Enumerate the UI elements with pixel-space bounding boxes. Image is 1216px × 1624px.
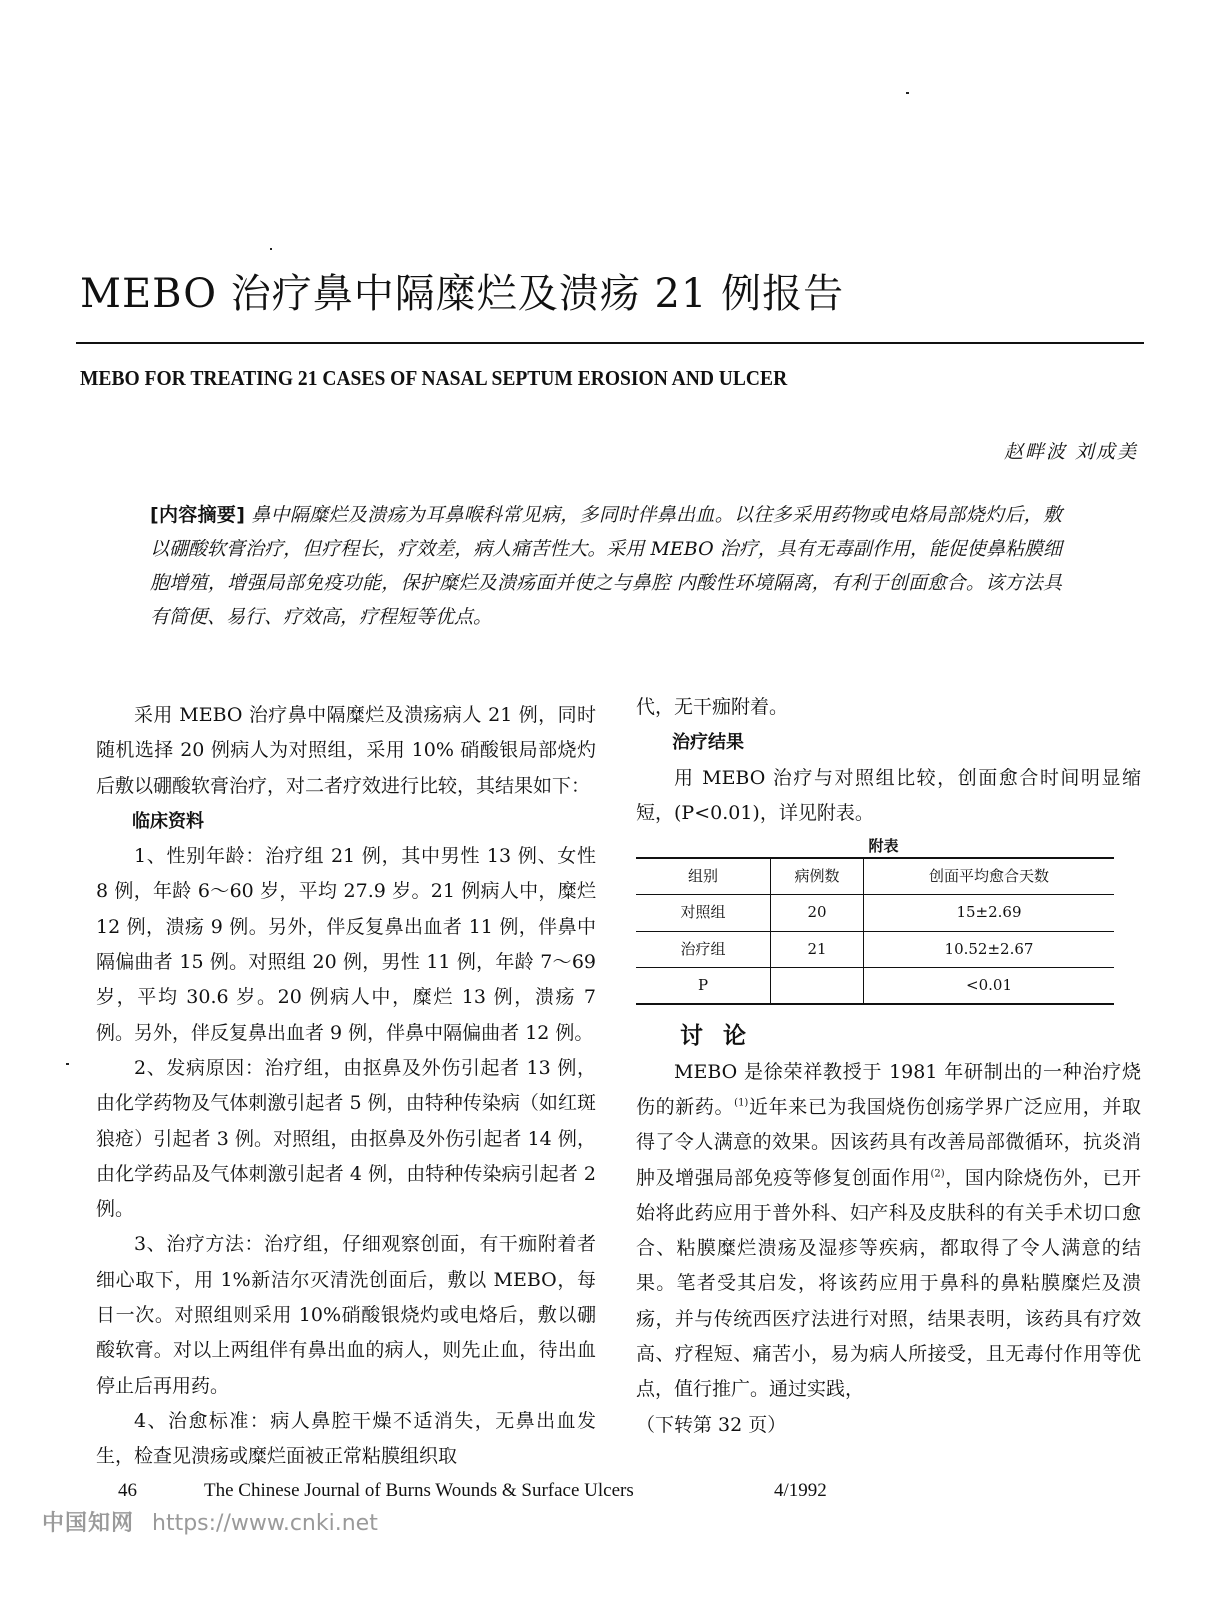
table-row [636,895,1114,931]
paragraph-age-sex: 1、性别年龄：治疗组 21 例，其中男性 13 例、女性 8 例，年龄 6～60 岁，平均 27.9 岁。21 例病人中，糜烂 12 例，溃疡 9 例。另外，伴反复鼻出血者 11 例，伴鼻中隔偏曲者 15 例。对照组 20 例，男性 11 例，年龄 7～69 岁，平均 30.6 岁。20 例病人中，糜烂 13 例，溃疡 7 例。另外，伴反复鼻出血者 9 例，伴鼻中隔偏曲者 12 例。 [96,845,596,1044]
cell-cases: 20 [771,895,864,931]
scan-speck [270,248,272,250]
title-rule [76,342,1144,344]
title-english: MEBO FOR TREATING 21 CASES OF NASAL SEPTUM EROSION AND ULCER [80,366,788,390]
title-chinese: MEBO 治疗鼻中隔糜烂及溃疡 21 例报告 [80,271,845,317]
table-header-row [636,858,1114,895]
abstract [150,498,1062,634]
results-table [636,857,1114,1005]
abstract-text: 鼻中隔糜烂及溃疡为耳鼻喉科常见病，多同时伴鼻出血。以往多采用药物或电烙局部烧灼后，敷以硼酸软膏治疗，但疗程长，疗效差，病人痛苦性大。采用 MEBO 治疗，具有无毒副作用，能促使鼻粘膜细胞增殖，增强局部免疫功能，保护糜烂及溃疡面并使之与鼻腔 内酸性环境隔离，有利于创面愈合。该方法具有简便、易行、疗效高，疗程短等优点。 [150,504,1062,628]
cell-group: P [636,968,771,1005]
cell-cases [771,968,864,1005]
left-column [96,698,596,1475]
discussion-text-b: 近年来已为我国烧伤创疡学界广泛应用，并取得了令人满意的效果。因该药具有改善局部微循环，抗炎消肿及增强局部免疫等修复创面作用 [636,1095,1141,1189]
cell-days: 10.52±2.67 [864,931,1115,967]
cell-days: 15±2.69 [864,895,1115,931]
cell-cases: 21 [771,931,864,967]
scan-speck [906,92,909,94]
right-column [636,690,1141,1443]
table-caption: 附表 [868,837,899,856]
paragraph-methods: 3、治疗方法：治疗组，仔细观察创面，有干痂附着者细心取下，用 1%新洁尔灭清洗创面后，敷以 MEBO，每日一次。对照组则采用 10%硝酸银烧灼或电烙后，敷以硼酸软膏。对以上两组伴有鼻出血的病人，则先止血，待出血停止后再用药。 [96,1233,596,1397]
authors: 赵畔波 刘成美 [1003,441,1138,463]
discussion-text-c: ，国内除烧伤外，已开始将此药应用于普外科、妇产科及皮肤科的有关手术切口愈合、粘膜糜烂溃疡及湿疹等疾病，都取得了令人满意的结果。笔者受其启发，将该药应用于鼻科的鼻粘膜糜烂及溃疡，并与传统西医疗法进行对照，结果表明，该药具有疗效高、疗程短、痛苦小，易为病人所接受，且无毒付作用等优点，值行推广。通过实践， [636,1166,1141,1401]
discussion-text-a: MEBO 是徐荣祥教授于 1981 年研制出的一种治疗烧伤的新药。 [636,1060,1141,1118]
cell-days: <0.01 [864,968,1115,1005]
table-row [636,931,1114,967]
journal-name: The Chinese Journal of Burns Wounds & Surface Ulcers [204,1480,634,1501]
heading-results: 治疗结果 [672,732,744,754]
results-table-block [636,835,1141,1005]
cell-group: 对照组 [636,895,771,931]
continuation-text: 代，无干痂附着。 [636,696,789,718]
table-row [636,968,1114,1005]
header-group: 组别 [636,858,771,895]
page-number: 46 [118,1480,137,1501]
paragraph-criteria: 4、治愈标准：病人鼻腔干燥不适消失，无鼻出血发生，检查见溃疡或糜烂面被正常粘膜组织取 [96,1409,596,1468]
header-healing-days: 创面平均愈合天数 [864,858,1115,895]
cnki-url: https://www.cnki.net [152,1511,378,1536]
heading-clinical: 临床资料 [132,810,204,832]
results-paragraph: 用 MEBO 治疗与对照组比较，创面愈合时间明显缩短，(P<0.01)，详见附表。 [636,766,1141,824]
abstract-label: [内容摘要] [150,504,245,526]
intro-paragraph: 采用 MEBO 治疗鼻中隔糜烂及溃疡病人 21 例，同时随机选择 20 例病人为对照组，采用 10% 硝酸银局部烧灼后敷以硼酸软膏治疗，对二者疗效进行比较，其结果如下： [96,704,596,797]
paragraph-causes: 2、发病原因：治疗组，由抠鼻及外伤引起者 13 例，由化学药物及气体刺激引起者 5 例，由特种传染病（如红斑狼疮）引起者 3 例。对照组，由抠鼻及外伤引起者 14 例，由化学药品及气体刺激引起者 4 例，由特种传染病引起者 2 例。 [96,1056,597,1221]
reference-1: (1) [734,1097,749,1109]
cnki-logo: 中国知网 [42,1511,135,1536]
cell-group: 治疗组 [636,931,771,967]
cnki-watermark [42,1506,378,1537]
continued-note: （下转第 32 页） [636,1413,787,1436]
reference-2: (2) [930,1168,945,1180]
issue-number: 4/1992 [774,1480,827,1501]
heading-discussion: 讨 论 [680,1023,753,1050]
discussion-paragraph [636,1055,1141,1408]
header-cases: 病例数 [771,858,864,895]
scan-speck [66,1063,69,1065]
